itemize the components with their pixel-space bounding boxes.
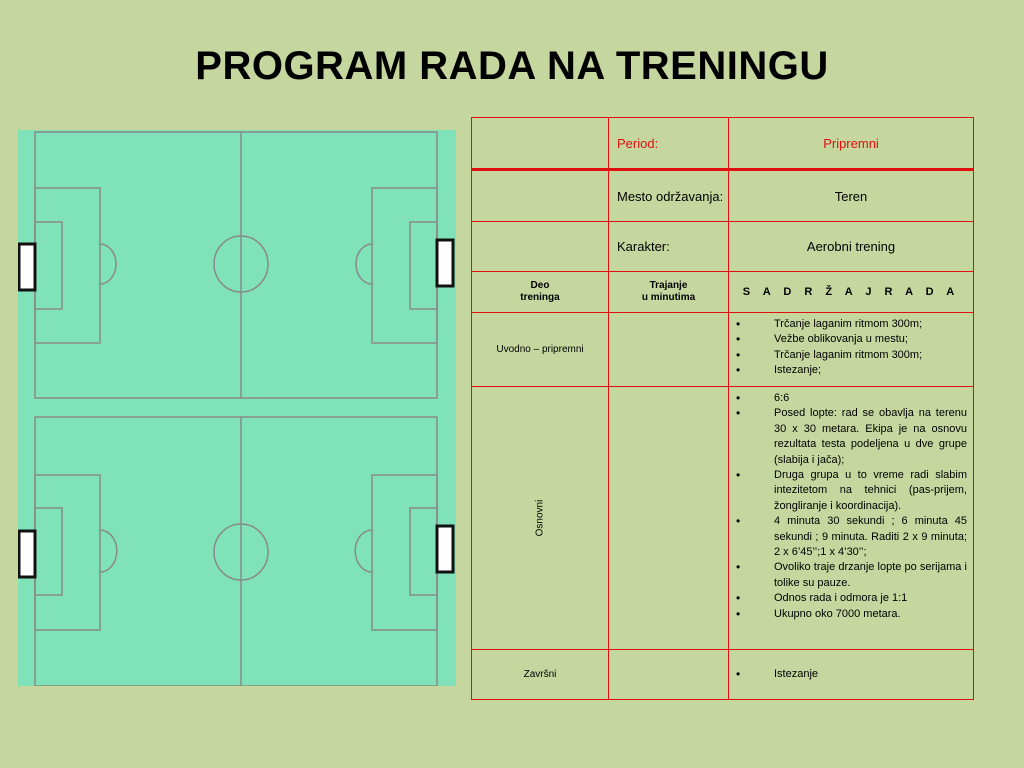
mesto-value: Teren xyxy=(729,170,974,222)
list-item: • Trčanje laganim ritmom 300m; xyxy=(729,317,967,332)
header-trajanje-line1: Trajanje xyxy=(649,280,688,291)
osnovni-list xyxy=(729,387,973,626)
header-deo-line1: Deo xyxy=(530,280,550,291)
header-trajanje xyxy=(609,272,729,313)
row-header xyxy=(472,272,974,313)
list-item: • 4 minuta 30 sekundi ; 6 minuta 45 sekundi ; 9 minuta. Raditi 2 x 9 minuta; 2 x 6’45’’;1 x 4’30’’; xyxy=(729,514,967,560)
row-period xyxy=(472,118,974,170)
row-mesto xyxy=(472,170,974,222)
cell-empty xyxy=(472,170,609,222)
osnovni-label: Osnovni xyxy=(534,499,546,537)
football-pitches-diagram xyxy=(18,130,456,686)
goal-bottom-left-icon xyxy=(19,531,35,577)
goal-bottom-right-icon xyxy=(437,526,453,572)
header-sadrzaj: S A D R Ž A J R A D A xyxy=(729,272,974,313)
list-item: • Istezanje xyxy=(729,667,967,682)
mesto-label: Mesto održavanja: xyxy=(609,170,729,222)
zavrsni-duration xyxy=(609,650,729,700)
header-deo xyxy=(472,272,609,313)
osnovni-duration xyxy=(609,387,729,650)
karakter-value: Aerobni trening xyxy=(729,222,974,272)
osnovni-label-cell xyxy=(472,387,609,650)
list-item: • Vežbe oblikovanja u mestu; xyxy=(729,332,967,347)
uvodno-content xyxy=(729,313,974,387)
list-item: • Ovoliko traje drzanje lopte po serijama i tolike su pauze. xyxy=(729,560,967,591)
page-title: PROGRAM RADA NA TRENINGU xyxy=(195,44,829,88)
period-value: Pripremni xyxy=(729,118,974,170)
pitch-top xyxy=(35,132,437,398)
zavrsni-label: Završni xyxy=(472,650,609,700)
header-trajanje-line2: u minutima xyxy=(641,292,696,303)
karakter-label: Karakter: xyxy=(609,222,729,272)
row-uvodno xyxy=(472,313,974,387)
pitches-svg xyxy=(18,130,456,686)
list-item: • Ukupno oko 7000 metara. xyxy=(729,607,967,622)
header-deo-line2: treninga xyxy=(520,292,560,303)
list-item: • Druga grupa u to vreme radi slabim intezitetom na tehnici (pas-prijem, žongliranje i koordinacija). xyxy=(729,468,967,514)
zavrsni-list xyxy=(729,663,973,686)
row-karakter xyxy=(472,222,974,272)
osnovni-content xyxy=(729,387,974,650)
zavrsni-content xyxy=(729,650,974,700)
cell-empty xyxy=(472,118,609,170)
uvodno-list xyxy=(729,313,973,383)
period-label: Period: xyxy=(609,118,729,170)
uvodno-duration xyxy=(609,313,729,387)
list-item: • 6:6 xyxy=(729,391,967,406)
list-item: • Posed lopte: rad se obavlja na terenu 30 x 30 metara. Ekipa je na osnovu rezultata testa podeljena u dve grupe (slabija i jača); xyxy=(729,406,967,468)
training-program-table xyxy=(471,117,974,700)
goal-top-left-icon xyxy=(19,244,35,290)
cell-empty xyxy=(472,222,609,272)
list-item: • Istezanje; xyxy=(729,363,967,378)
pitch-bottom xyxy=(35,417,437,686)
row-zavrsni xyxy=(472,650,974,700)
uvodno-label: Uvodno – pripremni xyxy=(472,313,609,387)
list-item: • Odnos rada i odmora je 1:1 xyxy=(729,591,967,606)
row-osnovni xyxy=(472,387,974,650)
goal-top-right-icon xyxy=(437,240,453,286)
list-item: • Trčanje laganim ritmom 300m; xyxy=(729,348,967,363)
